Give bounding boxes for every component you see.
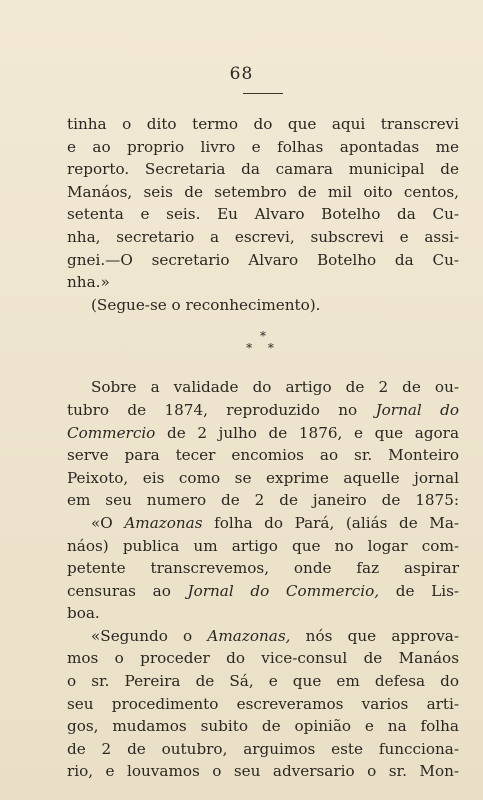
text-line: (Segue-se o reconhecimento).	[91, 295, 321, 314]
text-line: nha, secretario a escrevi, subscrevi e assi-	[67, 227, 459, 246]
section-ornament	[67, 330, 459, 354]
text-line: nha.»	[67, 273, 110, 292]
text-line: o sr. Pereira de Sá, e que em defesa do	[67, 672, 459, 691]
text-line: Sobre a validade do artigo de 2 de ou-	[91, 378, 459, 397]
text-line: gos, mudamos subito de opinião e na folha	[67, 717, 459, 736]
text-line: de 2 de outubro, arguimos este funcciona-	[67, 739, 459, 758]
header-rule	[243, 93, 283, 94]
text-line: tubro de 1874, reproduzido no Jornal do	[67, 400, 459, 419]
text-line: e ao proprio livro e folhas apontadas me	[67, 137, 459, 156]
page-number: 68	[229, 64, 254, 84]
text-line: mos o proceder do vice-consul de Manáos	[67, 649, 459, 668]
text-line: censuras ao Jornal do Commercio, de Lis-	[67, 581, 460, 600]
ornament-star-top: *	[260, 329, 266, 344]
text-line: Commercio de 2 julho de 1876, e que agora	[67, 423, 459, 442]
text-line: náos) publica um artigo que no logar com-	[67, 536, 459, 555]
text-line: «Segundo o Amazonas, nós que approva-	[91, 626, 459, 645]
text-line: rio, e louvamos o seu adversario o sr. Mon-	[67, 762, 459, 781]
ornament-stars-bottom: * *	[246, 341, 280, 356]
body-text	[67, 113, 459, 783]
text-line: tinha o dito termo do que aqui transcrevi	[67, 115, 459, 133]
text-line: Manáos, seis de setembro de mil oito centos,	[67, 182, 459, 201]
text-line: petente transcrevemos, onde faz aspirar	[67, 559, 459, 578]
text-line: gnei.—O secretario Alvaro Botelho da Cu-	[67, 250, 459, 269]
text-line: reporto. Secretaria da camara municipal de	[67, 160, 459, 179]
text-line: em seu numero de 2 de janeiro de 1875:	[67, 491, 459, 510]
text-line: Peixoto, eis como se exprime aquelle jornal	[67, 468, 459, 487]
text-line: seu procedimento escreveramos varios arti-	[67, 694, 459, 713]
text-line: «O Amazonas folha do Pará, (aliás de Ma-	[91, 513, 460, 532]
text-line: serve para tecer encomios ao sr. Monteiro	[67, 446, 459, 465]
text-line: boa.	[67, 604, 100, 623]
text-line: setenta e seis. Eu Alvaro Botelho da Cu-	[67, 205, 459, 224]
